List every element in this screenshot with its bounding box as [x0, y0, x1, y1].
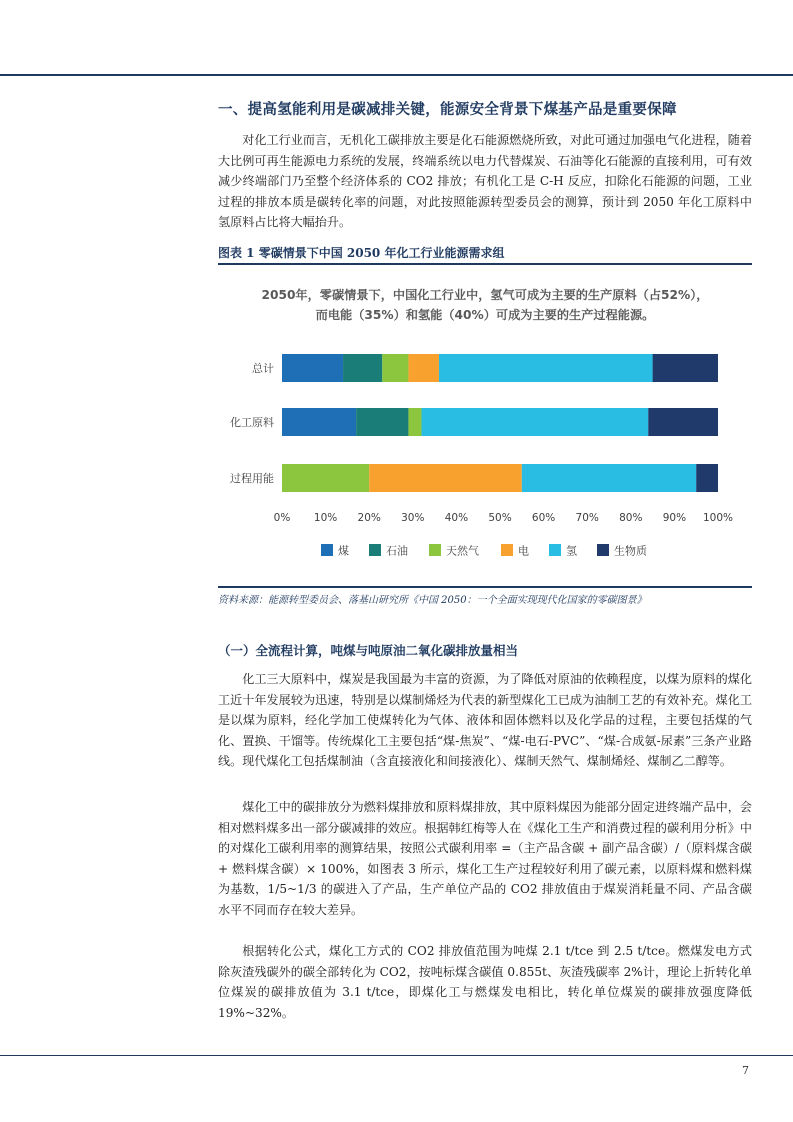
- figure-top-rule: [218, 263, 752, 265]
- bar-segment-天然气: [382, 354, 408, 382]
- bar-segment-氢: [422, 408, 649, 436]
- legend-swatch-生物质: [597, 544, 609, 556]
- x-tick-label: 100%: [702, 512, 734, 524]
- section2-paragraph2: 煤化工中的碳排放分为燃料煤排放和原料煤排放，其中原料煤因为能部分固定进终端产品中，会相对燃料煤多出一部分碳减排的效应。根据韩红梅等人在《煤化工生产和消费过程的碳利用分析》中的对煤化工碳利用率的测算结果，按照公式碳利用率 =（主产品含碳 + 副产品含碳）/（原料煤含碳 + 燃料煤含碳）× 100%，如图表 3 所示，煤化工生产过程较好利用了碳元素，以原料煤和燃料煤为基数，1/5~1/3 的碳进入了产品，生产单位产品的 CO2 排放值由于煤炭消耗量不同、产品含碳水平不同而存在较大差异。: [218, 800, 752, 917]
- legend-swatch-天然气: [429, 544, 441, 556]
- subsection-heading: （一）全流程计算，吨煤与吨原油二氧化碳排放量相当: [218, 643, 519, 658]
- legend-swatch-电: [501, 544, 513, 556]
- x-tick-label: 90%: [662, 512, 687, 524]
- footer-rule: [0, 1055, 793, 1056]
- bar-segment-生物质: [653, 354, 718, 382]
- bar-segment-石油: [343, 354, 382, 382]
- x-tick-label: 60%: [531, 512, 556, 524]
- category-label: 化工原料: [230, 416, 274, 429]
- legend-label-电: 电: [518, 544, 529, 558]
- header-rule: [0, 74, 793, 76]
- bar-segment-氢: [522, 464, 696, 492]
- legend-swatch-氢: [549, 544, 561, 556]
- bar-segment-天然气: [282, 464, 369, 492]
- category-label: 过程用能: [230, 472, 274, 485]
- bar-segment-生物质: [648, 408, 718, 436]
- bar-segment-天然气: [408, 408, 421, 436]
- bar-segment-电: [408, 354, 439, 382]
- x-tick-label: 0%: [273, 512, 291, 524]
- legend-label-氢: 氢: [566, 544, 577, 558]
- bar-segment-电: [369, 464, 522, 492]
- legend-swatch-石油: [369, 544, 381, 556]
- chart-title-line1: 2050年，零碳情景下，中国化工行业中，氢气可成为主要的生产原料（占52%），: [261, 288, 709, 302]
- figure-source: 资料来源：能源转型委员会、落基山研究所《中国 2050：一个全面实现现代化国家的零碳图景》: [218, 595, 647, 606]
- section2-paragraph1: 化工三大原料中，煤炭是我国最为丰富的资源，为了降低对原油的依赖程度，以煤为原料的煤化工近十年发展较为迅速，特别是以煤制烯烃为代表的新型煤化工已成为油制工艺的有效补充。煤化工是以煤为原料，经化学加工使煤转化为气体、液体和固体燃料以及化学品的过程，主要包括煤的气化、置换、干馏等。传统煤化工主要包括“煤-焦炭”、“煤-电石-PVC”、“煤-合成氨-尿素”三条产业路线。现代煤化工包括煤制油（含直接液化和间接液化）、煤制天然气、煤制烯烃、煤制乙二醇等。: [218, 672, 752, 768]
- section1-paragraph: 对化工行业而言，无机化工碳排放主要是化石能源燃烧所致，对此可通过加强电气化进程，随着大比例可再生能源电力系统的发展，终端系统以电力代替煤炭、石油等化石能源的直接利用，可有效减少终端部门乃至整个经济体系的 CO2 排放；有机化工是 C-H 反应，扣除化石能源的问题，工业过程的排放本质是碳转化率的问题，对此按照能源转型委员会的测算，预计到 2050 年化工原料中氢原料占比将大幅抬升。: [218, 133, 752, 229]
- bar-segment-煤: [282, 408, 356, 436]
- legend-label-生物质: 生物质: [614, 544, 647, 558]
- x-tick-label: 80%: [619, 512, 643, 524]
- x-tick-label: 30%: [401, 512, 425, 524]
- bar-segment-生物质: [696, 464, 718, 492]
- stacked-bar-chart: [218, 268, 752, 586]
- x-tick-label: 70%: [575, 512, 599, 524]
- legend-label-石油: 石油: [386, 544, 408, 558]
- bar-segment-氢: [439, 354, 653, 382]
- figure-caption: 图表 1 零碳情景下中国 2050 年化工行业能源需求组: [218, 246, 505, 260]
- section-heading: 一、提高氢能利用是碳减排关键，能源安全背景下煤基产品是重要保障: [218, 101, 677, 118]
- x-tick-label: 10%: [313, 512, 338, 524]
- chart-title-line2: 而电能（35%）和氢能（40%）可成为主要的生产过程能源。: [315, 308, 655, 322]
- energy-demand-chart: [218, 268, 752, 586]
- section2-paragraph3: 根据转化公式，煤化工方式的 CO2 排放值范围为吨煤 2.1 t/tce 到 2.5 t/tce。燃煤发电方式除灰渣残碳外的碳全部转化为 CO2，按吨标煤含碳值 0.855t、灰渣残碳率 2%计，理论上折转化单位煤炭的碳排放值为 3.1 t/tce，即煤化工与燃煤发电相比，转化单位煤炭的碳排放强度降低 19%~32%。: [218, 944, 752, 1020]
- category-label: 总计: [252, 362, 274, 375]
- bar-segment-煤: [282, 354, 343, 382]
- x-tick-label: 20%: [357, 512, 381, 524]
- figure-bottom-rule: [218, 586, 752, 588]
- x-tick-label: 50%: [488, 512, 512, 524]
- legend-swatch-煤: [321, 544, 333, 556]
- bar-segment-石油: [356, 408, 408, 436]
- legend-label-煤: 煤: [338, 544, 349, 558]
- x-tick-label: 40%: [444, 512, 469, 524]
- page-number: 7: [742, 1064, 749, 1077]
- legend-label-天然气: 天然气: [446, 544, 479, 558]
